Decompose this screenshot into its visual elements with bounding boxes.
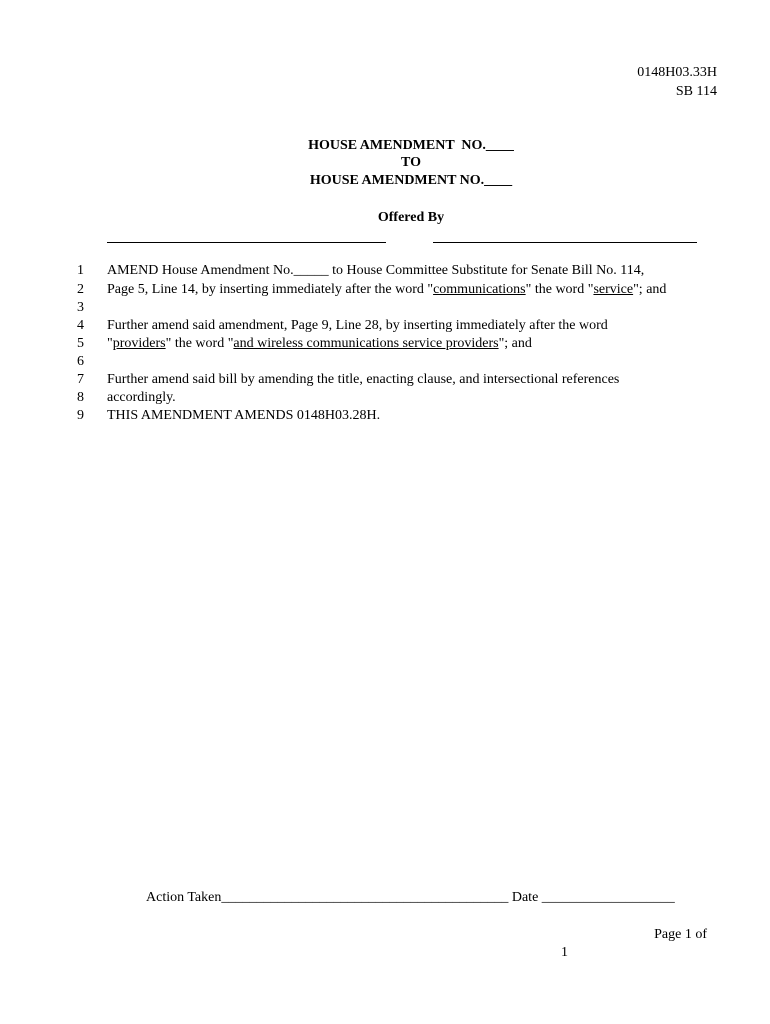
line-number: 5 [77,336,84,351]
body-line-5 [107,336,532,352]
inserted-text-wireless-providers: and wireless communications service providers [233,336,499,351]
body-line-2-text-c: "; and [633,282,667,297]
body-line-2-text-a: Page 5, Line 14, by inserting immediately after the word " [107,282,434,297]
line-number: 7 [77,372,84,387]
inserted-text-service: service [593,282,634,297]
page-label: Page 1 of [654,927,707,942]
inserted-text-providers: providers [112,336,166,351]
body-line-5-text-b: " the word " [165,336,234,351]
line-number: 1 [77,263,84,278]
page-total: 1 [561,945,568,960]
doc-id: 0148H03.33H [637,65,717,80]
signature-line-right [433,242,697,243]
inserted-text-communications: communications [433,282,526,297]
body-line-7: Further amend said bill by amending the title, enacting clause, and intersectional references [107,372,620,387]
line-number: 3 [77,300,84,315]
title-line-2: TO [401,155,421,170]
bill-number: SB 114 [675,84,717,99]
line-number: 4 [77,318,84,333]
offered-by-label: Offered By [377,210,445,225]
line-number: 2 [77,282,84,297]
body-line-2-text-b: " the word " [525,282,594,297]
line-number: 8 [77,390,84,405]
line-number: 9 [77,408,84,423]
action-taken-line: Action Taken_________________________________________ Date ___________________ [146,890,675,905]
body-line-4: Further amend said amendment, Page 9, Line 28, by inserting immediately after the word [107,318,608,333]
line-number: 6 [77,354,84,369]
title-line-1: HOUSE AMENDMENT NO.____ [308,138,514,153]
body-line-1: AMEND House Amendment No._____ to House Committee Substitute for Senate Bill No. 114, [107,263,645,278]
signature-line-left [107,242,386,243]
body-line-5-text-c: "; and [498,336,532,351]
body-line-5-text-a: " [107,336,113,351]
title-line-3: HOUSE AMENDMENT NO.____ [309,173,513,188]
body-line-9: THIS AMENDMENT AMENDS 0148H03.28H. [107,408,381,423]
body-line-2 [107,282,666,298]
body-line-8: accordingly. [107,390,176,405]
